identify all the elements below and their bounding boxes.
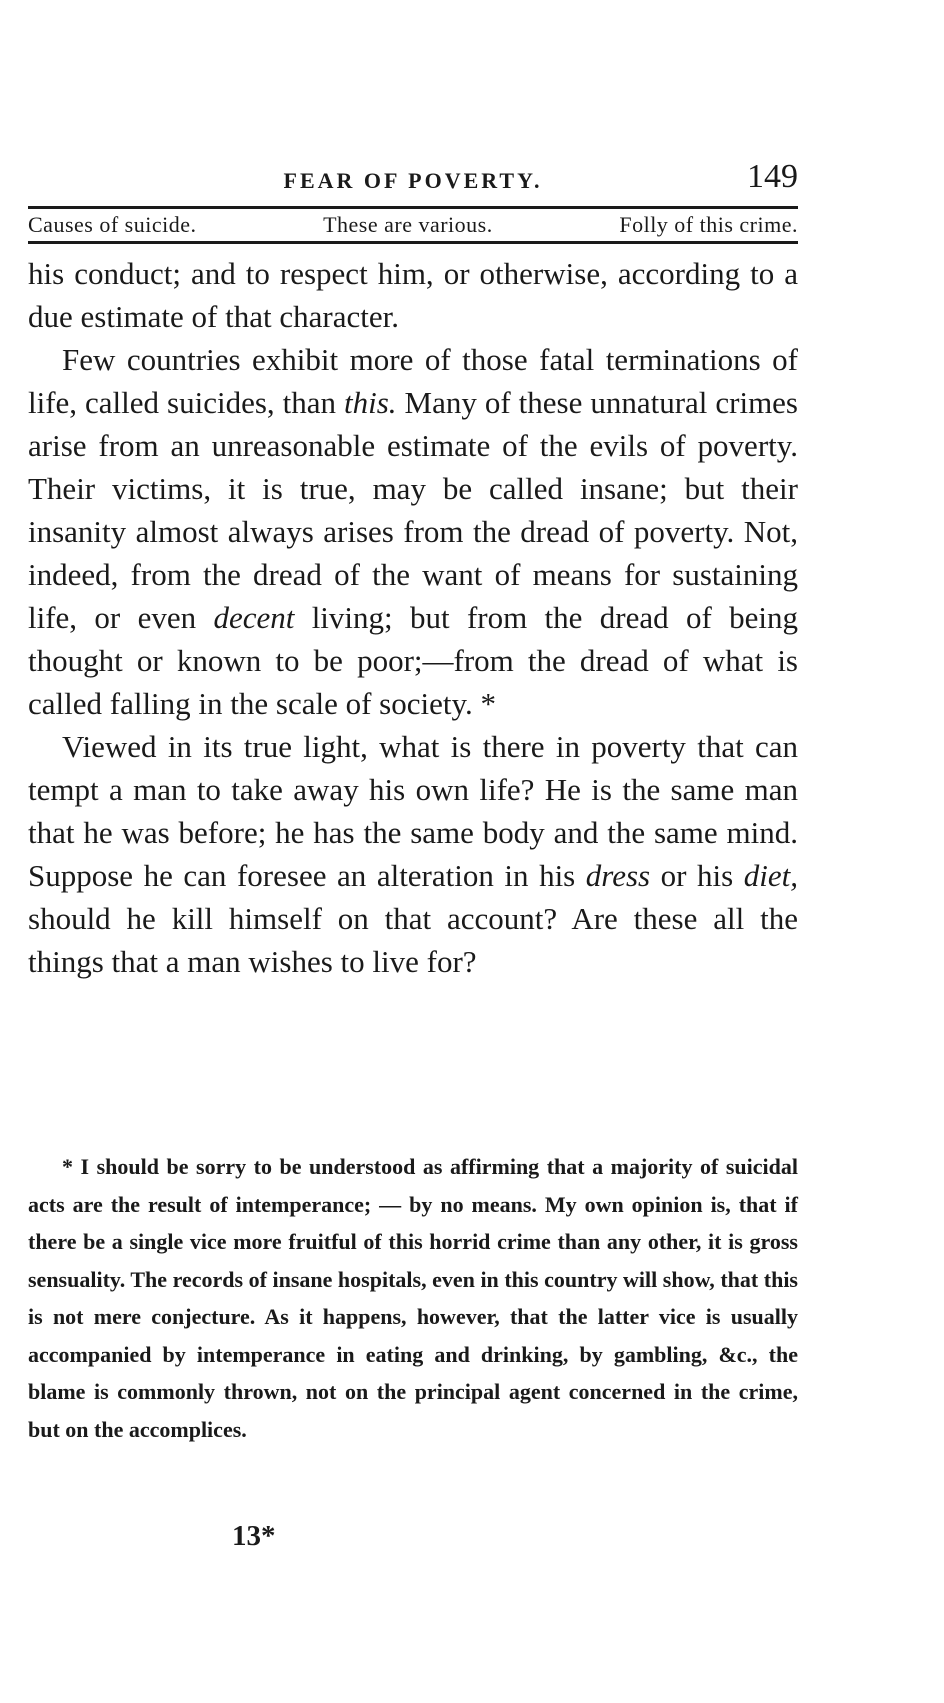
footnote: * I should be sorry to be understood as affirming that a majority of suicidal acts are the result of intemperance; — by no means. My own opinion is, that if there be a single vice more fruitful of this horrid crime than any other, it is gross sensuality. The records of insane hospitals, even in this country will show, that this is not mere conjecture. As it happens, however, that the latter vice is usually accompanied by intemperance in eating and drinking, by gambling, &c., the blame is commonly thrown, not on the principal agent concerned in the crime, but on the accomplices. (28, 1154, 798, 1442)
running-head (28, 158, 798, 198)
topic-center: These are various. (323, 212, 493, 237)
bottom-rule (28, 241, 798, 244)
paragraph-2-text-a: Few countries exhibit more of those fatal terminations of life, called suicides, than (28, 342, 798, 420)
page-number: 149 (747, 158, 798, 195)
paragraph-2-text-b: Many of these unnatural crimes arise from an unreasonable estimate of the evils of poverty. Their victims, it is true, may be called insane; but their insanity almost always arises from the dread of poverty. Not, indeed, from the dread of the want of means for sustaining life, or even (28, 385, 799, 635)
signature-mark: 13* (232, 1520, 276, 1552)
paragraph-2-italic-b: decent (213, 600, 295, 635)
paragraph-2-text-c: living; but from the dread of being thought or known to be poor;—from the dread of what is called falling in the scale of society. * (28, 600, 799, 721)
paragraph-3 (28, 725, 798, 983)
top-rule (28, 206, 798, 209)
running-title: FEAR OF POVERTY. (283, 168, 543, 193)
paragraph-3-text-c: should he kill himself on that account? Are these all the things that a man wishes to live for? (28, 901, 798, 979)
paragraph-3-text-a: Viewed in its true light, what is there in poverty that can tempt a man to take away his own life? He is the same man that he was before; he has the same body and the same mind. Suppose he can foresee an alteration in his (28, 729, 798, 893)
topic-line (28, 212, 798, 238)
topic-left: Causes of suicide. (28, 212, 197, 237)
body-text (28, 252, 798, 983)
paragraph-1: his conduct; and to respect him, or otherwise, according to a due estimate of that character. (28, 256, 798, 334)
paragraph-2 (28, 338, 798, 725)
paragraph-3-text-b: or his (650, 858, 744, 893)
paragraph-3-italic-a: dress (585, 858, 651, 893)
topic-right: Folly of this crime. (619, 212, 798, 237)
paragraph-2-italic-a: this. (344, 385, 397, 420)
paragraph-3-italic-b: diet, (743, 858, 798, 893)
